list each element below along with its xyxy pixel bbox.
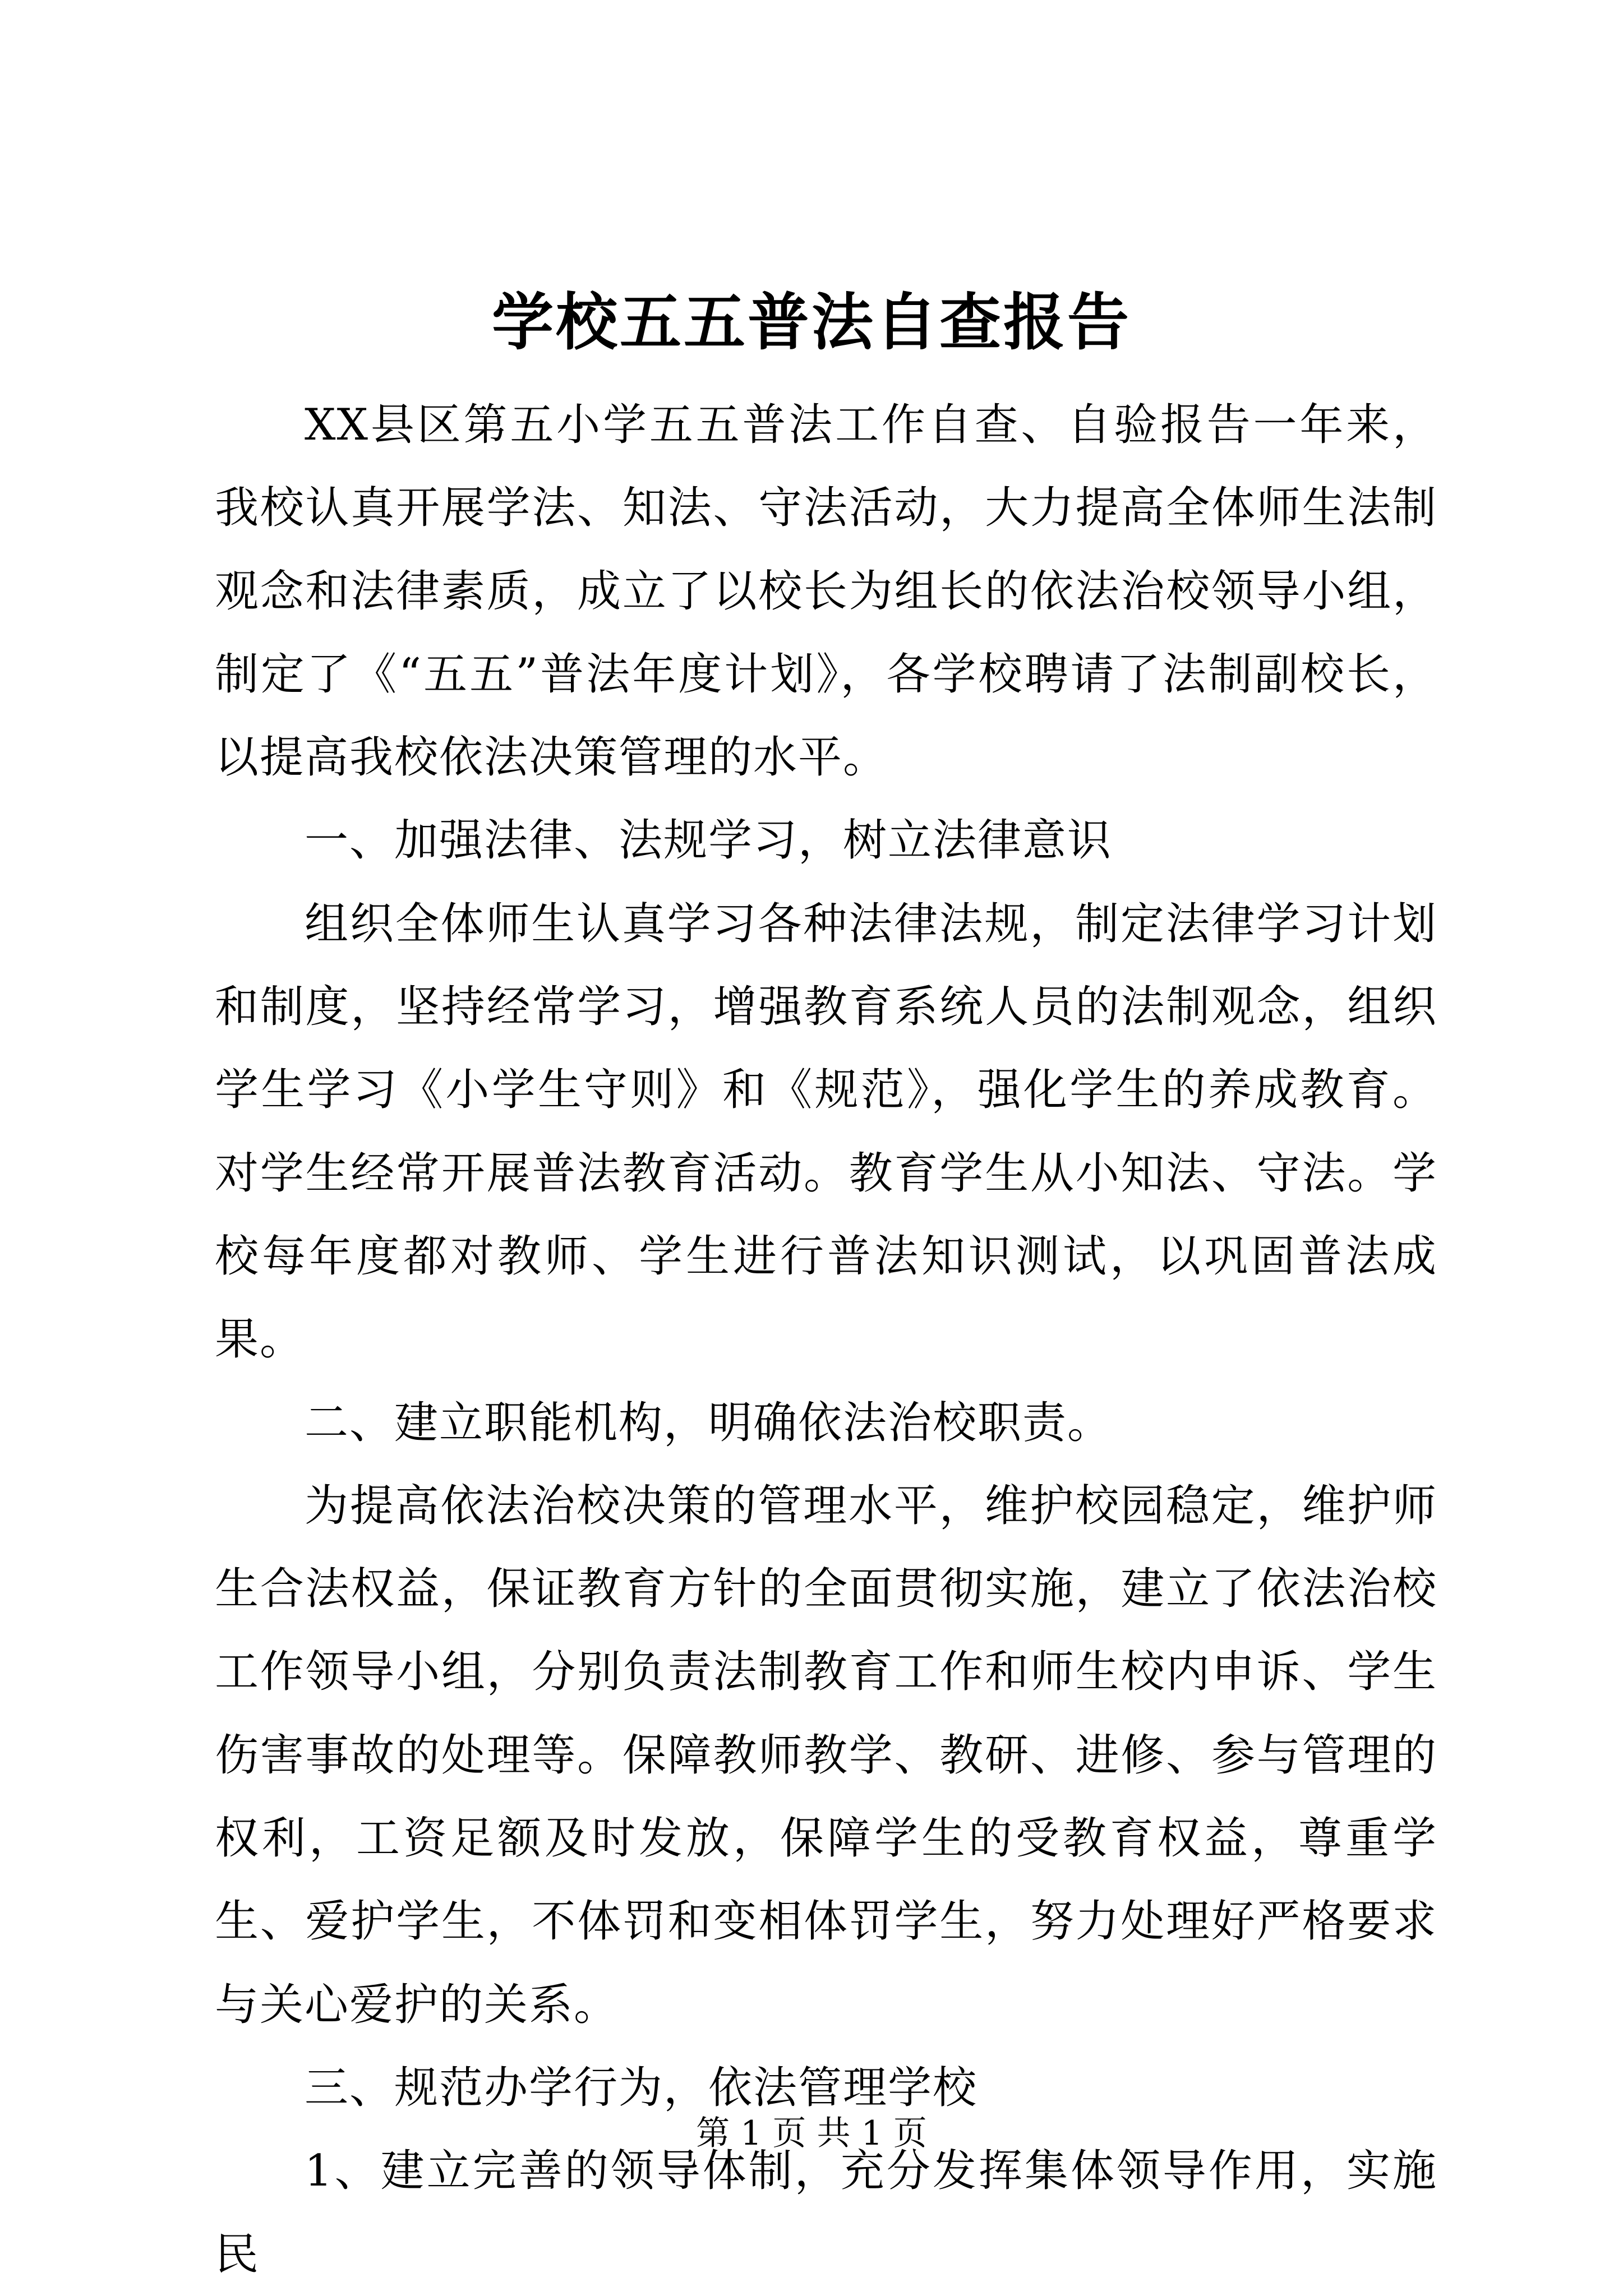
document-title: 学校五五普法自查报告 [492,286,1131,358]
section-heading-2: 二、建立职能机构，明确依法治校职责。 [305,1397,1113,1448]
section-heading-1: 一、加强法律、法规学习，树立法律意识 [305,815,1113,866]
section-3-item-1: 1、建立完善的领导体制，充分发挥集体领导作用，实施民 [215,2146,1437,2280]
page-footer: 第 1 页 共 1 页 [696,2114,927,2153]
section-heading-3: 三、规范办学行为，依法管理学校 [305,2062,978,2113]
intro-paragraph: XX县区第五小学五五普法工作自查、自验报告一年来，我校认真开展学法、知法、守法活动，大力提高全体师生法制观念和法律素质，成立了以校长为组长的依法治校领导小组，制定了《“五五”普法年度计划》，各学校聘请了法制副校长，以提高我校依法决策管理的水平。 [215,400,1437,783]
section-2-paragraph: 为提高依法治校决策的管理水平，维护校园稳定，维护师生合法权益，保证教育方针的全面贯彻实施，建立了依法治校工作领导小组，分别负责法制教育工作和师生校内申诉、学生伤害事故的处理等。保障教师教学、教研、进修、参与管理的权利，工资足额及时发放，保障学生的受教育权益，尊重学生、爱护学生，不体罚和变相体罚学生，努力处理好严格要求与关心爱护的关系。 [215,1480,1437,2030]
section-1-paragraph: 组织全体师生认真学习各种法律法规，制定法律学习计划和制度，坚持经常学习，增强教育系统人员的法制观念，组织学生学习《小学生守则》和《规范》，强化学生的养成教育。对学生经常开展普法教育活动。教育学生从小知法、守法。学校每年度都对教师、学生进行普法知识测试，以巩固普法成果。 [215,898,1437,1365]
document-body [215,384,1437,2296]
